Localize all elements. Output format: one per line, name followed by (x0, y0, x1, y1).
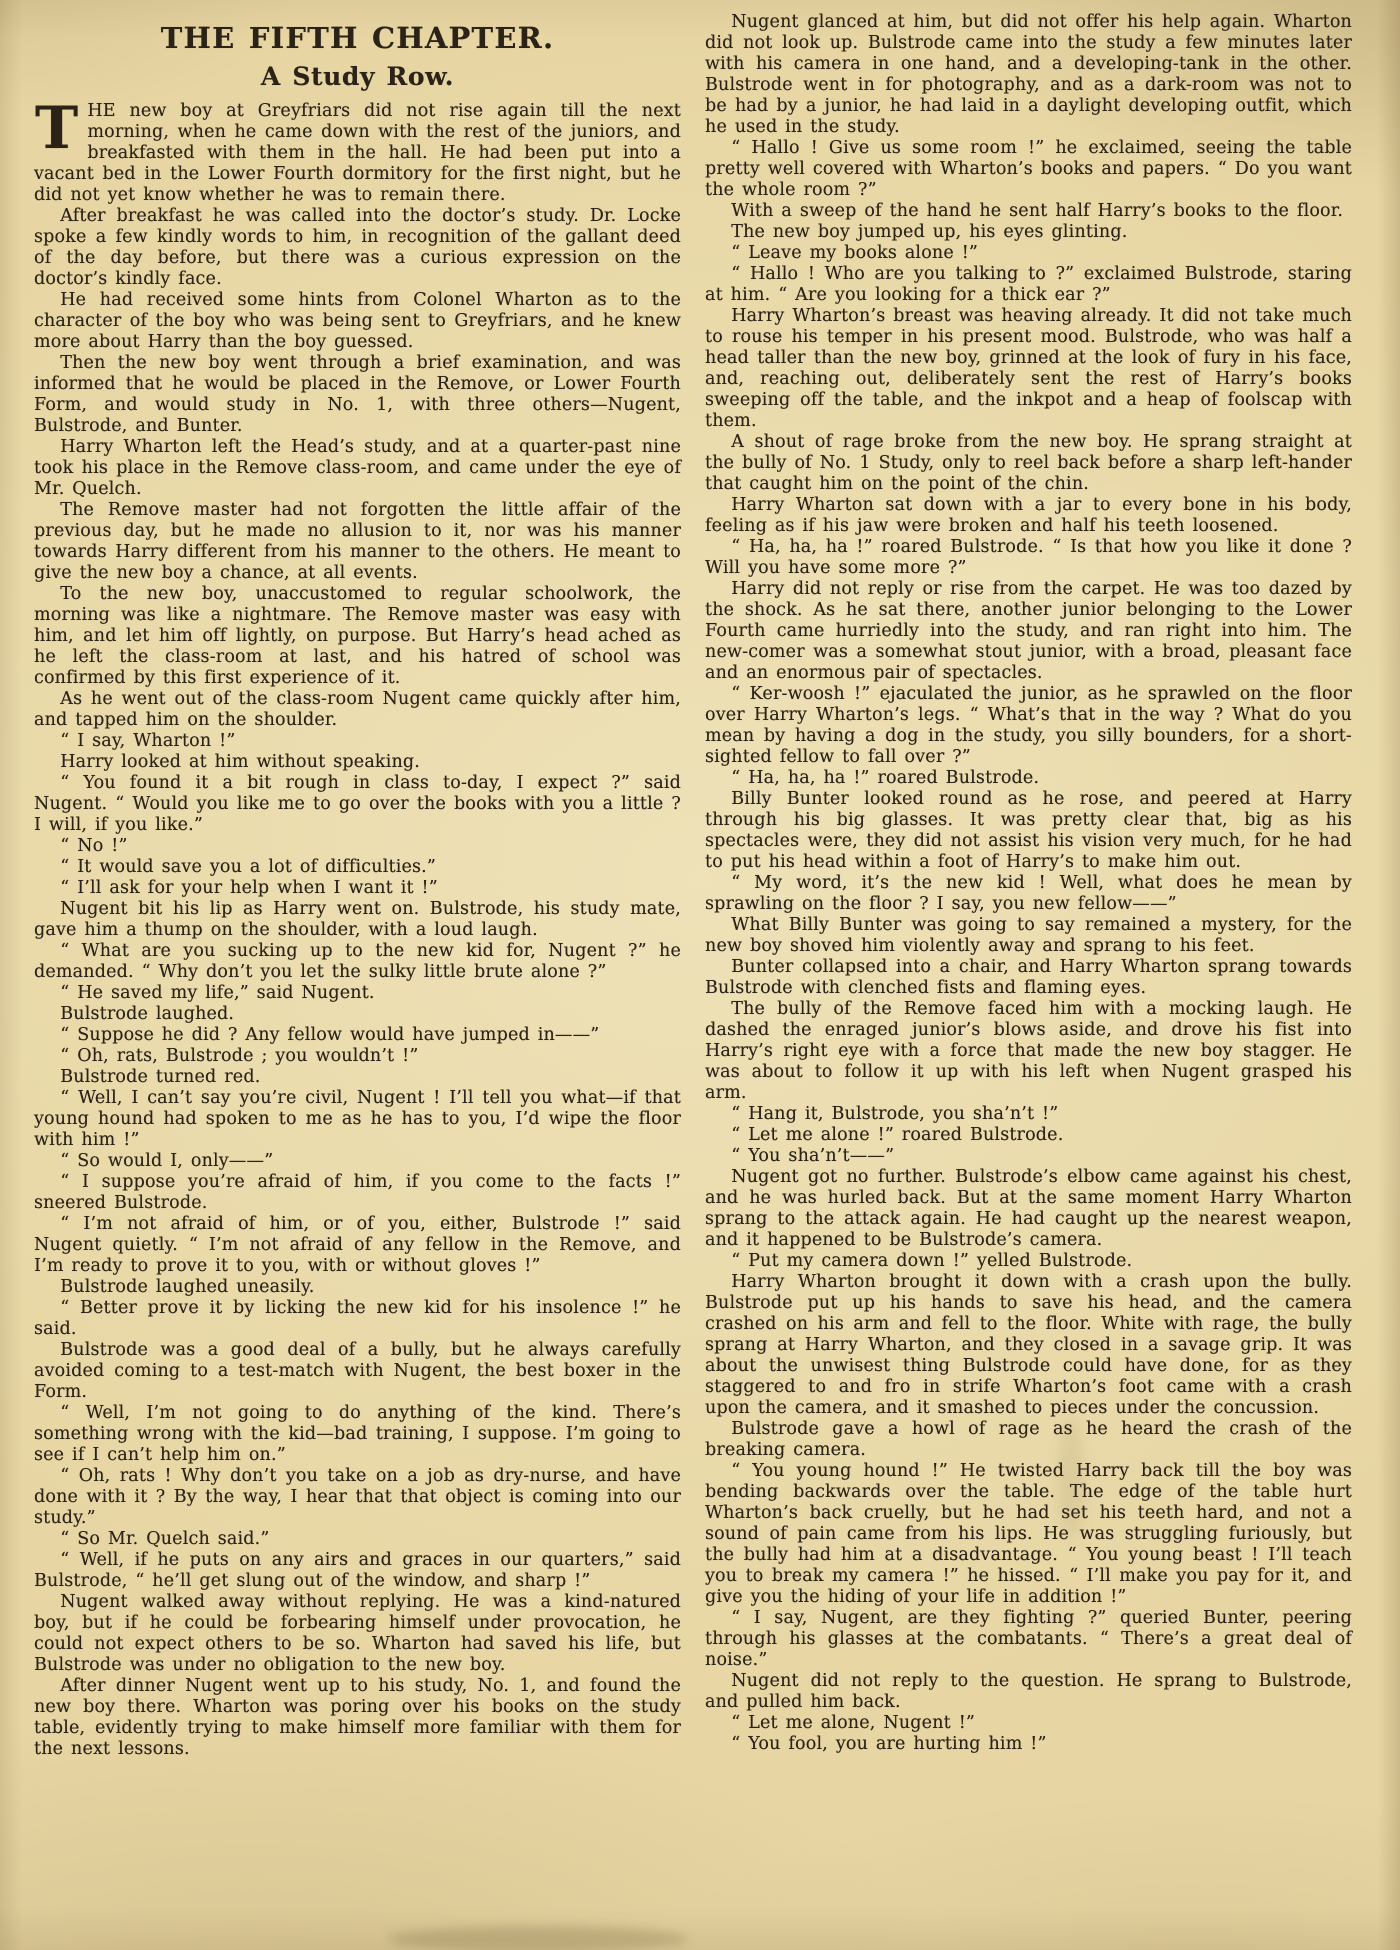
chapter-subtitle: A Study Row. (260, 62, 455, 91)
paragraph: As he went out of the class-room Nugent came quickly after him, and tapped him on the shoulder. (34, 689, 681, 730)
paragraph: Harry Wharton left the Head’s study, and at a quarter-past nine took his place in the Remove class-room, and came under the eye of Mr. Quelch. (34, 437, 681, 499)
paragraph: Bulstrode laughed. (60, 1004, 235, 1024)
right-column-text (705, 12, 1352, 1755)
paragraph: Harry did not reply or rise from the carpet. He was too dazed by the shock. As he sat there, another junior belonging to the Lower Fourth came hurriedly into the study, and ran right into him. The new-comer was a somewhat stout junior, with a broad, pleasant face and an enormous pair of spectacles. (705, 579, 1352, 683)
paragraph: Bulstrode turned red. (60, 1067, 261, 1087)
paragraph: What Billy Bunter was going to say remained a mystery, for the new boy shoved him violently away and sprang to his feet. (705, 915, 1352, 956)
right-column (705, 12, 1352, 1760)
paragraph: Nugent walked away without replying. He was a kind-natured boy, but if he could be forbearing himself under provocation, he could not expect others to be so. Wharton had saved his life, but Bulstrode was under no obligation to the new boy. (34, 1592, 681, 1675)
paper-stain (1058, 1418, 1084, 1538)
paragraph: “ Better prove it by licking the new kid for his insolence !” he said. (34, 1298, 681, 1339)
paragraph: “ You found it a bit rough in class to-day, I expect ?” said Nugent. “ Would you like me to go over the books with you a little ? I will, if you like.” (34, 773, 681, 835)
paragraph: “ Ha, ha, ha !” roared Bulstrode. (731, 768, 1040, 788)
paragraph: Harry Wharton brought it down with a crash upon the bully. Bulstrode put up his hands to save his head, and the camera crashed on his arm and fell to the floor. White with rage, the bully sprang at Harry Wharton, and they closed in a savage grip. It was about the unwisest thing Bulstrode could have done, for as they staggered to and fro in strife Wharton’s foot came with a crash upon the camera, and it smashed to pieces under the concussion. (705, 1272, 1352, 1418)
paragraph: Nugent did not reply to the question. He sprang to Bulstrode, and pulled him back. (705, 1671, 1352, 1712)
paragraph: “ What are you sucking up to the new kid for, Nugent ?” he demanded. “ Why don’t you let the sulky little brute alone ?” (34, 941, 681, 982)
paragraph: “ Suppose he did ? Any fellow would have jumped in——” (60, 1025, 600, 1045)
paragraph: “ You sha’n’t——” (731, 1146, 895, 1166)
drop-cap: T (35, 94, 79, 162)
paragraph: “ Hallo ! Give us some room !” he exclaimed, seeing the table pretty well covered with Wharton’s books and papers. “ Do you want the whole room ?” (705, 138, 1352, 200)
paragraph: “ Well, I can’t say you’re civil, Nugent ! I’ll tell you what—if that young hound had spoken to me as he has to you, I’d wipe the floor with him !” (34, 1088, 681, 1150)
paragraph: With a sweep of the hand he sent half Harry’s books to the floor. (731, 201, 1344, 221)
paragraph: “ Hang it, Bulstrode, you sha’n’t !” (731, 1104, 1059, 1124)
paragraph: “ Hallo ! Who are you talking to ?” exclaimed Bulstrode, staring at him. “ Are you looking for a thick ear ?” (705, 264, 1352, 305)
paragraph: The new boy jumped up, his eyes glinting. (731, 222, 1128, 242)
paragraph: “ Leave my books alone !” (731, 243, 979, 263)
paragraph: “ I’ll ask for your help when I want it !” (60, 878, 438, 898)
paragraph: “ Ker-woosh !” ejaculated the junior, as he sprawled on the floor over Harry Wharton’s legs. “ What’s that in the way ? What do you mean by having a dog in the study, you silly bounders, for a short-sighted fellow to fall over ?” (705, 684, 1352, 767)
paragraph: Bulstrode gave a howl of rage as he heard the crash of the breaking camera. (705, 1419, 1352, 1460)
paragraph: “ Put my camera down !” yelled Bulstrode. (731, 1251, 1133, 1271)
paragraph: “ I say, Nugent, are they fighting ?” queried Bunter, peering through his glasses at the combatants. “ There’s a great deal of noise.” (705, 1608, 1352, 1670)
paragraph: Billy Bunter looked round as he rose, and peered at Harry through his big glasses. It was pretty clear that, big as his spectacles were, they did not assist his vision very much, for he had to put his head within a foot of Harry’s to make him out. (705, 789, 1352, 872)
paragraph: THE new boy at Greyfriars did not rise again till the next morning, when he came down with the rest of the juniors, and breakfasted with them in the hall. He had been put into a vacant bed in the Lower Fourth dormitory for the first night, but he did not yet know whether he was to remain there. (34, 94, 681, 205)
paragraph: Bunter collapsed into a chair, and Harry Wharton sprang towards Bulstrode with clenched fists and flaming eyes. (705, 957, 1352, 998)
paragraph: “ You fool, you are hurting him !” (731, 1734, 1047, 1754)
paragraph: “ No !” (60, 836, 128, 856)
paragraph: “ So Mr. Quelch said.” (60, 1529, 270, 1549)
paragraph: The Remove master had not forgotten the little affair of the previous day, but he made no allusion to it, nor was his manner towards Harry different from his manner to the others. He meant to give the new boy a chance, at all events. (34, 500, 681, 583)
paragraph: The bully of the Remove faced him with a mocking laugh. He dashed the enraged junior’s blows aside, and drove his fist into Harry’s right eye with a force that made the new boy stagger. He was about to follow it up with his left when Nugent grasped his arm. (705, 999, 1352, 1103)
left-column (34, 12, 681, 1760)
paragraph: “ Let me alone, Nugent !” (731, 1713, 976, 1733)
chapter-heading: THE FIFTH CHAPTER. (160, 21, 555, 55)
paragraph: “ Oh, rats, Bulstrode ; you wouldn’t !” (60, 1046, 419, 1066)
paragraph: “ Well, I’m not going to do anything of the kind. There’s something wrong with the kid—bad training, I suppose. I’m going to see if I can’t help him on.” (34, 1403, 681, 1465)
paragraph: “ Ha, ha, ha !” roared Bulstrode. “ Is that how you like it done ? Will you have some more ?” (705, 537, 1352, 578)
paragraph: A shout of rage broke from the new boy. He sprang straight at the bully of No. 1 Study, only to reel back before a sharp left-hander that caught him on the point of the chin. (705, 432, 1352, 494)
paragraph: To the new boy, unaccustomed to regular schoolwork, the morning was like a nightmare. The Remove master was easy with him, and let him off lightly, on purpose. But Harry’s head ached as he left the class-room at last, and his hatred of school was confirmed by this first experience of it. (34, 584, 681, 688)
paragraph: “ I say, Wharton !” (60, 731, 236, 751)
bleed-through-smudge (388, 1926, 688, 1950)
paragraph: “ Let me alone !” roared Bulstrode. (731, 1125, 1064, 1145)
paragraph: Nugent bit his lip as Harry went on. Bulstrode, his study mate, gave him a thump on the shoulder, with a loud laugh. (34, 899, 681, 940)
paragraph: “ I suppose you’re afraid of him, if you come to the facts !” sneered Bulstrode. (34, 1172, 681, 1213)
paragraph: “ Oh, rats ! Why don’t you take on a job as dry-nurse, and have done with it ? By the way, I hear that that object is coming into our study.” (34, 1466, 681, 1528)
paragraph: Harry Wharton sat down with a jar to every bone in his body, feeling as if his jaw were broken and half his teeth loosened. (705, 495, 1352, 536)
paragraph: Nugent glanced at him, but did not offer his help again. Wharton did not look up. Bulstrode came into the study a few minutes later with his camera in one hand, and a developing-tank in the other. Bulstrode went in for photography, and as a dark-room was not to be had by a junior, he had laid in a daylight developing outfit, which he used in the study. (705, 12, 1352, 137)
paragraph: He had received some hints from Colonel Wharton as to the character of the boy who was being sent to Greyfriars, and he knew more about Harry than the boy guessed. (34, 290, 681, 352)
paragraph: “ Well, if he puts on any airs and graces in our quarters,” said Bulstrode, “ he’ll get slung out of the window, and sharp !” (34, 1550, 681, 1591)
paragraph: “ You young hound !” He twisted Harry back till the boy was bending backwards over the table. The edge of the table hurt Wharton’s back cruelly, but he had set his teeth hard, and not a sound of pain came from his lips. He was struggling furiously, but the bully had him at a disadvantage. “ You young beast ! I’ll teach you to break my camera !” he hissed. “ I’ll make you pay for it, and give you the hiding of your life in addition !” (705, 1461, 1352, 1607)
paragraph: Nugent got no further. Bulstrode’s elbow came against his chest, and he was hurled back. But at the same moment Harry Wharton sprang to the attack again. He had caught up the nearest weapon, and it happened to be Bulstrode’s camera. (705, 1167, 1352, 1250)
paragraph: Bulstrode was a good deal of a bully, but he always carefully avoided coming to a test-match with Nugent, the best boxer in the Form. (34, 1340, 681, 1402)
paragraph: “ It would save you a lot of difficulties.” (60, 857, 437, 877)
paragraph: “ So would I, only——” (60, 1151, 274, 1171)
paragraph: Harry looked at him without speaking. (60, 752, 421, 772)
paragraph: After dinner Nugent went up to his study, No. 1, and found the new boy there. Wharton was poring over his books on the study table, evidently trying to make himself more familiar with them for the next lessons. (34, 1676, 681, 1759)
paragraph: “ My word, it’s the new kid ! Well, what does he mean by sprawling on the floor ? I say, you new fellow——” (705, 873, 1352, 914)
paragraph: Then the new boy went through a brief examination, and was informed that he would be placed in the Remove, or Lower Fourth Form, and would study in No. 1, with three others—Nugent, Bulstrode, and Bunter. (34, 353, 681, 436)
paragraph: “ I’m not afraid of him, or of you, either, Bulstrode !” said Nugent quietly. “ I’m not afraid of any fellow in the Remove, and I’m ready to prove it to you, with or without gloves !” (34, 1214, 681, 1276)
left-column-text (34, 94, 681, 1760)
paragraph: “ He saved my life,” said Nugent. (60, 983, 375, 1003)
paragraph: After breakfast he was called into the doctor’s study. Dr. Locke spoke a few kindly words to him, in recognition of the gallant deed of the day before, but there was a curious expression on the doctor’s kindly face. (34, 206, 681, 289)
paragraph: Bulstrode laughed uneasily. (60, 1277, 315, 1297)
paragraph: Harry Wharton’s breast was heaving already. It did not take much to rouse his temper in his present mood. Bulstrode, who was half a head taller than the new boy, grinned at the look of fury in his face, and, reaching out, deliberately sent the rest of Harry’s books sweeping off the table, and the inkpot and a heap of foolscap with them. (705, 306, 1352, 431)
